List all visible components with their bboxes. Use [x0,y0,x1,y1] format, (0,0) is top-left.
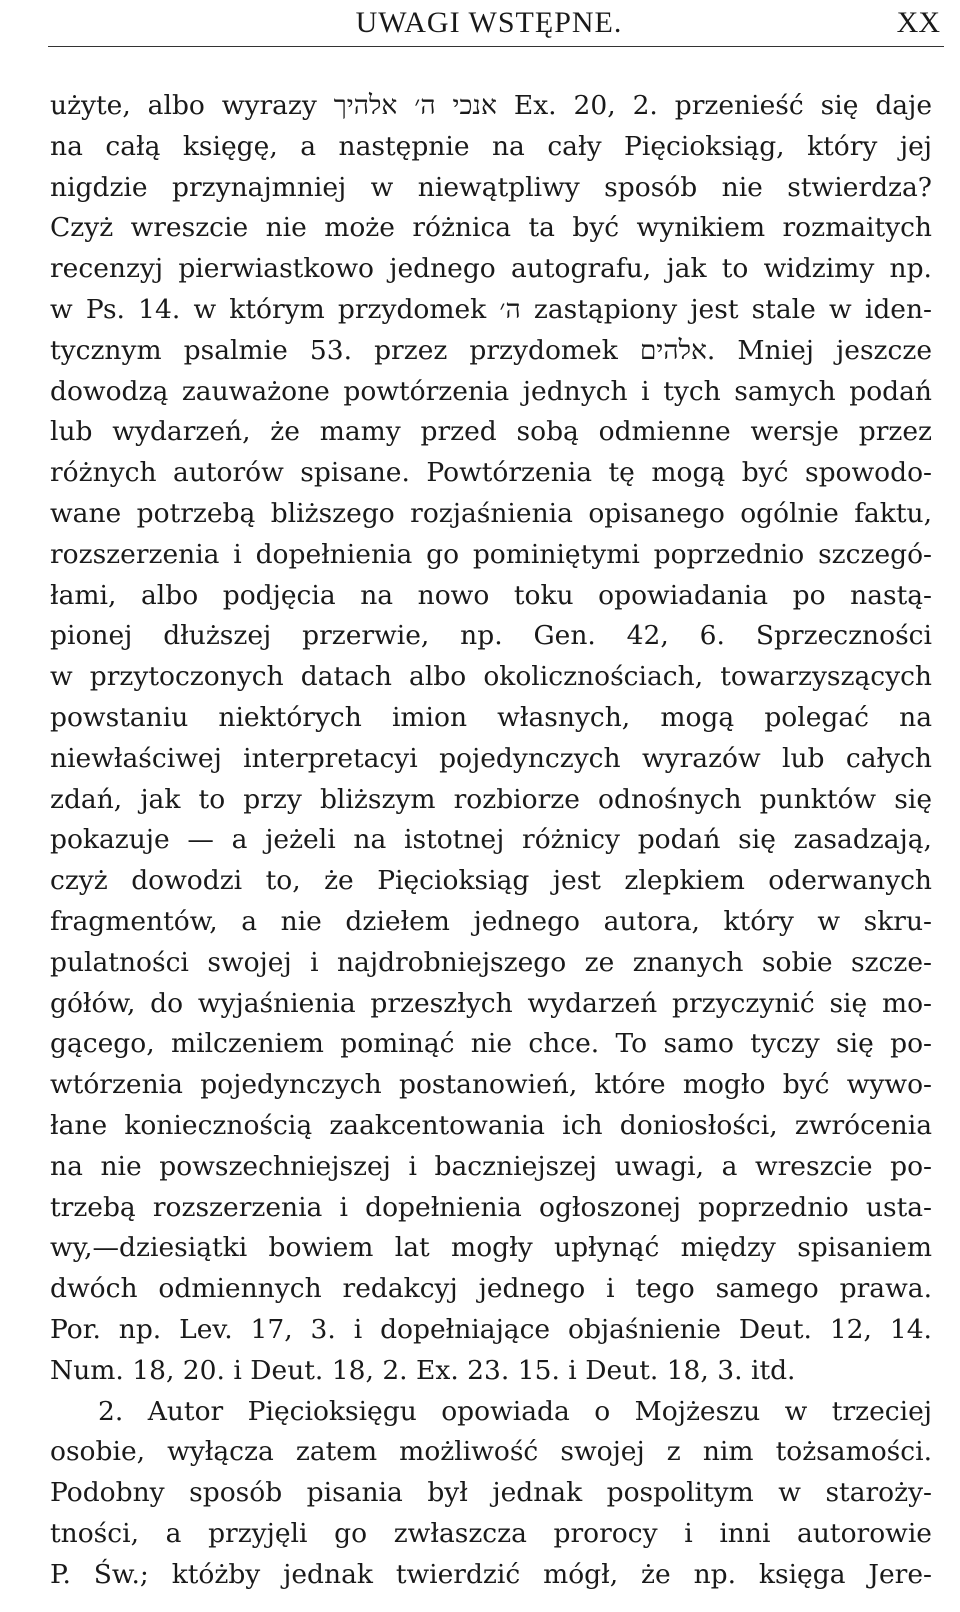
text-line: czyż dowodzi to, że Pięcioksiąg jest zlepkiem oderwanych [50,865,932,897]
text-line: lub wydarzeń, że mamy przed sobą odmienne wersje przez [50,416,932,448]
page-number: XX [896,6,940,39]
text-line: łane koniecznością zaakcentowania ich doniosłości, zwrócenia [50,1109,932,1141]
text-line: nigdzie przynajmniej w niewątpliwy sposób nie stwierdza? [50,171,932,203]
text-line: niewłaściwej interpretacyi pojedynczych wyrazów lub całych [50,742,932,774]
header-rule [48,46,944,47]
text-line: Podobny sposób pisania był jednak pospolitym w staroży- [50,1477,932,1509]
text-line: recenzyj pierwiastkowo jednego autografu, jak to widzimy np. [50,253,932,285]
text-line: wtórzenia pojedynczych postanowień, które mogło być wywo- [50,1069,932,1101]
text-line: Czyż wreszcie nie może różnica ta być wynikiem rozmaitych [50,212,932,244]
text-line: Num. 18, 20. i Deut. 18, 2. Ex. 23. 15. i Deut. 18, 3. itd. [50,1354,796,1386]
text-line: fragmentów, a nie dziełem jednego autora, który w skru- [50,905,932,937]
text-line: pionej dłuższej przerwie, np. Gen. 42, 6. Sprzeczności [50,620,932,652]
text-line: wane potrzebą bliższego rozjaśnienia opisanego ogólnie faktu, [50,497,932,529]
text-line: zdań, jak to przy bliższym rozbiorze odnośnych punktów się [50,783,932,815]
text-line: tycznym psalmie 53. przez przydomek אלהים. Mniej jeszcze [50,334,932,366]
text-line: gącego, milczeniem pominąć nie chce. To samo tyczy się po- [50,1028,932,1060]
text-line: gółów, do wyjaśnienia przeszłych wydarzeń przyczynić się mo- [50,987,932,1019]
text-line: użyte, albo wyrazy אנכי ה׳ אלהיך Ex. 20, 2. przenieść się daje [50,90,932,121]
body-text [50,86,932,1595]
text-line: P. Św.; któżby jednak twierdzić mógł, że np. księga Jere- [50,1558,932,1590]
text-line: powstaniu niektórych imion własnych, mogą polegać na [50,701,932,733]
text-line: tności, a przyjęli go zwłaszcza prorocy i inni autorowie [50,1517,932,1549]
text-line: dwóch odmiennych redakcyj jednego i tego samego prawa. [50,1273,932,1305]
text-line: 2. Autor Pięcioksięgu opowiada o Mojżeszu w trzeciej [98,1395,932,1427]
text-line: Por. np. Lev. 17, 3. i dopełniające objaśnienie Deut. 12, 14. [50,1313,932,1345]
text-line: osobie, wyłącza zatem możliwość swojej z nim tożsamości. [50,1436,932,1468]
text-line: pulatności swojej i najdrobniejszego ze znanych sobie szcze- [50,946,932,978]
text-line: w Ps. 14. w którym przydomek ה׳ zastąpiony jest stale w iden- [50,293,932,325]
text-line: na całą księgę, a następnie na cały Pięcioksiąg, który jej [50,130,932,162]
text-line: różnych autorów spisane. Powtórzenia tę mogą być spowodo- [50,457,932,489]
text-line: rozszerzenia i dopełnienia go pominiętymi poprzednio szczegó- [50,538,932,570]
text-line: pokazuje — a jeżeli na istotnej różnicy podań się zasadzają, [50,824,932,856]
text-line: trzebą rozszerzenia i dopełnienia ogłoszonej poprzednio usta- [50,1191,932,1223]
running-header [30,4,948,42]
text-line: łami, albo podjęcia na nowo toku opowiadania po nastą- [50,579,932,611]
text-line: w przytoczonych datach albo okolicznościach, towarzyszących [50,661,932,693]
text-line: na nie powszechniejszej i baczniejszej uwagi, a wreszcie po- [50,1150,932,1182]
header-title: UWAGI WSTĘPNE. [355,6,623,39]
text-line: dowodzą zauważone powtórzenia jednych i tych samych podań [50,375,932,407]
text-line: wy,—dziesiątki bowiem lat mogły upłynąć między spisaniem [50,1232,932,1264]
